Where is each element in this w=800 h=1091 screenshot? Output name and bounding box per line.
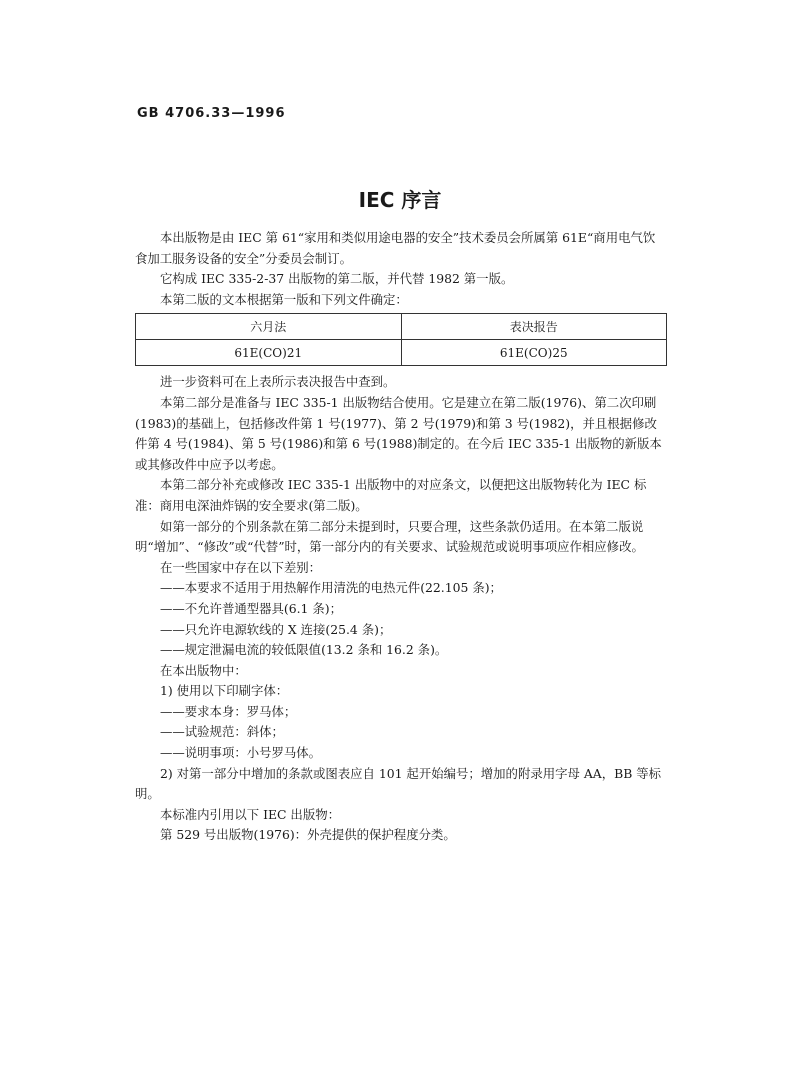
list-item: ——规定泄漏电流的较低限值(13.2 条和 16.2 条)。 bbox=[160, 642, 448, 658]
list-item: ——试验规范：斜体； bbox=[160, 724, 284, 740]
list-item: ——只允许电源软线的 X 连接(25.4 条)； bbox=[160, 621, 392, 637]
table-header-row bbox=[136, 314, 667, 340]
paragraph: 本出版物是由 IEC 第 61“家用和类似用途电器的安全”技术委员会所属第 61E“商用电气饮食加工服务设备的安全”分委员会制订。 bbox=[135, 230, 656, 266]
table-header-cell: 六月法 bbox=[136, 314, 402, 340]
paragraph: 它构成 IEC 335-2-37 出版物的第二版，并代替 1982 第一版。 bbox=[160, 271, 514, 287]
table-cell: 61E(CO)25 bbox=[401, 340, 667, 366]
list-item: ——本要求不适用于用热解作用清洗的电热元件(22.105 条)； bbox=[160, 580, 502, 596]
list-item: ——说明事项：小号罗马体。 bbox=[160, 745, 322, 761]
paragraph: 在一些国家中存在以下差别： bbox=[160, 559, 322, 575]
table-header-cell: 表决报告 bbox=[401, 314, 667, 340]
paragraph: 进一步资料可在上表所示表决报告中查到。 bbox=[160, 374, 396, 390]
list-item: 2) 对第一部分中增加的条款或图表应自 101 起开始编号；增加的附录用字母 AA，BB 等标明。 bbox=[135, 765, 662, 802]
list-item: ——要求本身：罗马体； bbox=[160, 703, 297, 719]
paragraph: 第 529 号出版物(1976)：外壳提供的保护程度分类。 bbox=[160, 827, 456, 843]
table-cell: 61E(CO)21 bbox=[136, 340, 402, 366]
document-body bbox=[135, 228, 667, 846]
paragraph: 在本出版物中： bbox=[160, 662, 247, 678]
page-title: IEC 序言 bbox=[358, 188, 442, 212]
paragraph: 本第二部分补充或修改 IEC 335-1 出版物中的对应条文，以便把这出版物转化为 IEC 标准：商用电深油炸锅的安全要求(第二版)。 bbox=[135, 477, 647, 513]
list-item: ——不允许普通型器具(6.1 条)； bbox=[160, 600, 342, 616]
table-row bbox=[136, 340, 667, 366]
list-item: 1) 使用以下印刷字体： bbox=[160, 683, 289, 699]
standard-number: GB 4706.33—1996 bbox=[137, 106, 286, 121]
paragraph: 本第二版的文本根据第一版和下列文件确定： bbox=[160, 291, 408, 307]
document-table bbox=[135, 313, 667, 366]
paragraph: 本第二部分是准备与 IEC 335-1 出版物结合使用。它是建立在第二版(1976)、第二次印刷(1983)的基础上，包括修改件第 1 号(1977)、第 2 号(1979)和第 3 号(1982)，并且根据修改件第 4 号(1984)、第 5 号(1986)和第 6 号(1988)制定的。在今后 IEC 335-1 出版物的新版本或其修改件中应予以考虑。 bbox=[135, 394, 662, 472]
paragraph: 如第一部分的个别条款在第二部分未提到时，只要合理，这些条款仍适用。在本第二版说明“增加”、“修改”或“代替”时，第一部分内的有关要求、试验规范或说明事项应作相应修改。 bbox=[135, 518, 644, 555]
paragraph: 本标准内引用以下 IEC 出版物： bbox=[160, 806, 340, 822]
